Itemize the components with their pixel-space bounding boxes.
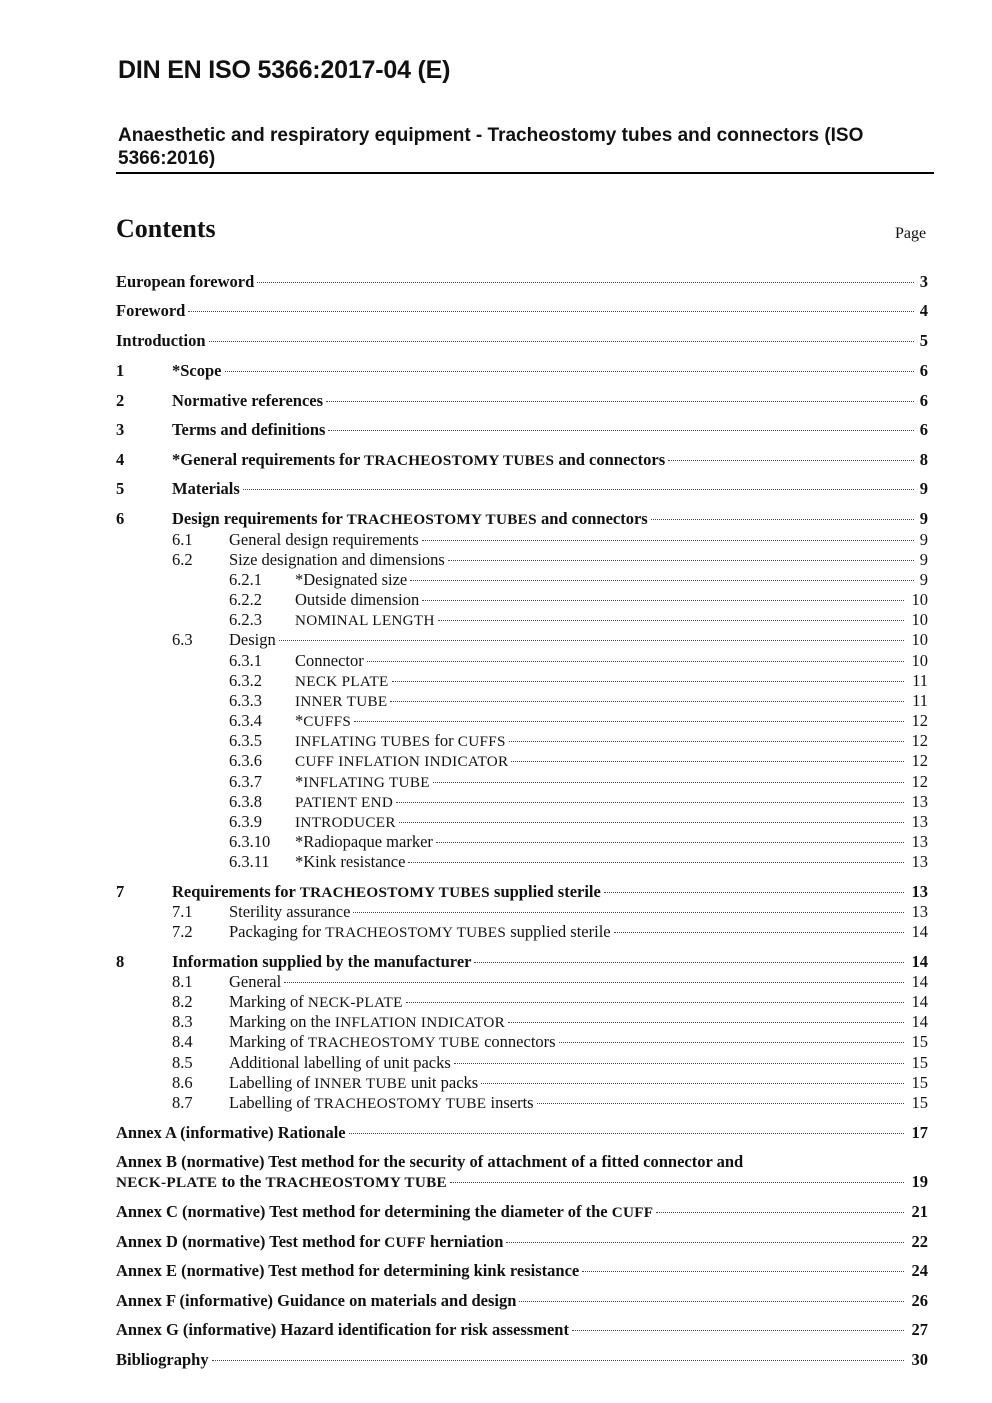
toc-entry-title bbox=[295, 751, 508, 772]
toc-entry-page: 24 bbox=[911, 1261, 928, 1280]
toc-entry-page: 9 bbox=[919, 479, 928, 498]
toc-entry-title: Annex E (normative) Test method for determining kink resistance bbox=[116, 1261, 580, 1280]
dot-leader bbox=[519, 1301, 904, 1302]
toc-entry-page: 15 bbox=[911, 1073, 928, 1092]
toc-entry-number: 8.5 bbox=[172, 1053, 193, 1072]
toc-entry[interactable] bbox=[0, 1032, 992, 1052]
toc-entry-number: 6.3.2 bbox=[229, 671, 262, 690]
toc-entry[interactable] bbox=[0, 922, 992, 942]
toc-entry-page: 15 bbox=[911, 1053, 928, 1072]
toc-entry[interactable] bbox=[0, 972, 992, 992]
toc-entry-number: 7.1 bbox=[172, 902, 193, 921]
defined-term: CUFF bbox=[611, 1204, 654, 1221]
toc-entry-page: 12 bbox=[911, 772, 928, 791]
dot-leader bbox=[450, 1182, 904, 1183]
defined-term: NOMINAL LENGTH bbox=[295, 612, 435, 629]
toc-entry[interactable] bbox=[0, 1232, 992, 1252]
defined-term: TRACHEOSTOMY TUBES bbox=[346, 511, 537, 528]
toc-entry-number: 7.2 bbox=[172, 922, 193, 941]
toc-entry-page: 10 bbox=[911, 590, 928, 609]
toc-entry-page: 13 bbox=[911, 812, 928, 831]
defined-term: CUFF INFLATION INDICATOR bbox=[295, 753, 509, 770]
dot-leader bbox=[328, 430, 914, 431]
toc-entry[interactable] bbox=[0, 952, 992, 972]
toc-entry[interactable] bbox=[0, 590, 992, 610]
toc-entry-page: 14 bbox=[911, 992, 928, 1011]
dot-leader bbox=[396, 802, 904, 803]
dot-leader bbox=[604, 892, 904, 893]
toc-entry-number: 8 bbox=[116, 952, 125, 971]
toc-entry[interactable] bbox=[0, 1093, 992, 1113]
defined-term: INNER TUBE bbox=[314, 1075, 407, 1092]
toc-entry-title: Annex F (informative) Guidance on materials and design bbox=[116, 1291, 517, 1310]
toc-entry-page: 14 bbox=[911, 1012, 928, 1031]
toc-entry-number: 2 bbox=[116, 391, 125, 410]
toc-entry-title: Terms and definitions bbox=[172, 420, 326, 439]
toc-annex-b-title-line1[interactable]: Annex B (normative) Test method for the security of attachment of a fitted connector and bbox=[116, 1152, 744, 1171]
dot-leader bbox=[257, 282, 914, 283]
toc-entry-title: Materials bbox=[172, 479, 240, 498]
toc-entry[interactable] bbox=[0, 1172, 992, 1192]
toc-entry-page: 12 bbox=[911, 731, 928, 750]
toc-entry-number: 6 bbox=[116, 509, 125, 528]
toc-entry[interactable] bbox=[0, 902, 992, 922]
dot-leader bbox=[353, 912, 904, 913]
dot-leader bbox=[225, 371, 915, 372]
dot-leader bbox=[537, 1103, 904, 1104]
dot-leader bbox=[326, 401, 914, 402]
toc-entry[interactable] bbox=[0, 391, 992, 411]
toc-entry-number: 6.3.9 bbox=[229, 812, 262, 831]
toc-entry-number: 6.3.3 bbox=[229, 691, 262, 710]
toc-entry-page: 13 bbox=[911, 792, 928, 811]
toc-entry-title: Size designation and dimensions bbox=[229, 550, 445, 569]
toc-entry-title bbox=[295, 671, 389, 692]
defined-term: CUFF bbox=[384, 1234, 426, 1251]
toc-entry-page: 14 bbox=[911, 972, 928, 991]
toc-entry-title bbox=[295, 610, 435, 631]
defined-term: TRACHEOSTOMY TUBE bbox=[314, 1095, 487, 1112]
toc-entry[interactable] bbox=[0, 479, 992, 499]
toc-entry-title: *CUFFS bbox=[295, 711, 352, 730]
toc-entry-number: 3 bbox=[116, 420, 125, 439]
toc-entry-title: Labelling of INNER TUBE unit packs bbox=[229, 1073, 479, 1092]
toc-entry[interactable] bbox=[0, 852, 992, 872]
toc-entry[interactable] bbox=[0, 812, 992, 832]
dot-leader bbox=[243, 489, 914, 490]
toc-entry-page: 21 bbox=[911, 1202, 928, 1221]
toc-entry-title: Annex D (normative) Test method for CUFF herniation bbox=[116, 1232, 504, 1251]
toc-entry[interactable] bbox=[0, 772, 992, 792]
toc-entry-title bbox=[295, 691, 387, 712]
toc-entry[interactable] bbox=[0, 1053, 992, 1073]
toc-entry-page: 13 bbox=[911, 882, 928, 901]
defined-term: INFLATING TUBES bbox=[295, 733, 431, 750]
toc-entry-page: 27 bbox=[911, 1320, 928, 1339]
toc-entry-page: 12 bbox=[911, 711, 928, 730]
toc-entry-page: 15 bbox=[911, 1093, 928, 1112]
toc-entry-title: *General requirements for TRACHEOSTOMY TUBES and connectors bbox=[172, 450, 666, 469]
defined-term: TRACHEOSTOMY TUBES bbox=[364, 452, 555, 469]
toc-entry[interactable] bbox=[0, 1073, 992, 1093]
toc-entry[interactable] bbox=[0, 1202, 992, 1222]
toc-entry[interactable] bbox=[0, 1350, 992, 1370]
defined-term: TRACHEOSTOMY TUBES bbox=[325, 924, 507, 941]
toc-entry-title: Introduction bbox=[116, 331, 206, 350]
toc-entry-title: *INFLATING TUBE bbox=[295, 772, 430, 791]
defined-term: INTRODUCER bbox=[295, 814, 396, 831]
dot-leader bbox=[209, 341, 914, 342]
toc-entry-title: General design requirements bbox=[229, 530, 419, 549]
document-subtitle: Anaesthetic and respiratory equipment - Tracheostomy tubes and connectors (ISO 5366:2016) bbox=[118, 125, 864, 169]
dot-leader bbox=[651, 519, 914, 520]
toc-entry-title: Marking of NECK-PLATE bbox=[229, 992, 403, 1011]
dot-leader bbox=[448, 560, 914, 561]
toc-entry-number: 6.3 bbox=[172, 630, 193, 649]
toc-entry-number: 6.2 bbox=[172, 550, 193, 569]
toc-entry-page: 14 bbox=[911, 952, 928, 971]
dot-leader bbox=[422, 540, 914, 541]
toc-entry-number: 6.3.10 bbox=[229, 832, 271, 851]
toc-entry-number: 6.2.1 bbox=[229, 570, 262, 589]
dot-leader bbox=[436, 842, 904, 843]
dot-leader bbox=[481, 1083, 904, 1084]
toc-entry-number: 8.6 bbox=[172, 1073, 193, 1092]
toc-entry[interactable] bbox=[0, 550, 992, 570]
toc-entry-number: 6.3.11 bbox=[229, 852, 270, 871]
header-rule bbox=[116, 172, 934, 174]
defined-term: TRACHEOSTOMY TUBES bbox=[299, 884, 490, 901]
toc-entry-number: 1 bbox=[116, 361, 125, 380]
toc-entry[interactable] bbox=[0, 731, 992, 751]
defined-term: NECK-PLATE bbox=[116, 1174, 218, 1191]
toc-entry-title: Normative references bbox=[172, 391, 324, 410]
dot-leader bbox=[511, 761, 904, 762]
defined-term: INNER TUBE bbox=[295, 693, 388, 710]
dot-leader bbox=[582, 1271, 904, 1272]
toc-entry-number: 8.2 bbox=[172, 992, 193, 1011]
toc-entry-title: Design requirements for TRACHEOSTOMY TUBES and connectors bbox=[172, 509, 648, 528]
dot-leader bbox=[454, 1063, 904, 1064]
toc-entry-number: 8.4 bbox=[172, 1032, 193, 1051]
dot-leader bbox=[559, 1042, 904, 1043]
dot-leader bbox=[438, 620, 904, 621]
toc-entry-page: 11 bbox=[912, 691, 928, 710]
toc-entry-number: 6.3.5 bbox=[229, 731, 262, 750]
toc-entry[interactable] bbox=[0, 651, 992, 671]
toc-entry-page: 17 bbox=[911, 1123, 928, 1142]
toc-entry-number: 6.2.3 bbox=[229, 610, 262, 629]
defined-term: INFLATING TUBE bbox=[303, 774, 430, 791]
dot-leader bbox=[410, 580, 914, 581]
dot-leader bbox=[572, 1330, 904, 1331]
toc-entry-title: Additional labelling of unit packs bbox=[229, 1053, 451, 1072]
toc-entry-page: 12 bbox=[911, 751, 928, 770]
dot-leader bbox=[354, 721, 904, 722]
toc-entry[interactable] bbox=[0, 361, 992, 381]
toc-entry-number: 4 bbox=[116, 450, 125, 469]
toc-entry-title: Packaging for TRACHEOSTOMY TUBES supplied sterile bbox=[229, 922, 611, 941]
defined-term: NECK PLATE bbox=[295, 673, 389, 690]
toc-entry-number: 6.3.4 bbox=[229, 711, 262, 730]
defined-term: TRACHEOSTOMY TUBE bbox=[265, 1174, 447, 1191]
toc-entry-page: 9 bbox=[919, 550, 928, 569]
dot-leader bbox=[422, 600, 904, 601]
toc-entry[interactable] bbox=[0, 832, 992, 852]
toc-entry[interactable] bbox=[0, 711, 992, 731]
toc-entry-page: 10 bbox=[911, 651, 928, 670]
dot-leader bbox=[367, 661, 904, 662]
toc-entry-title: Annex C (normative) Test method for determining the diameter of the CUFF bbox=[116, 1202, 654, 1221]
toc-entry[interactable] bbox=[0, 570, 992, 590]
toc-entry[interactable] bbox=[0, 1291, 992, 1311]
toc-entry-title: Marking on the INFLATION INDICATOR bbox=[229, 1012, 506, 1031]
toc-entry-title: Requirements for TRACHEOSTOMY TUBES supplied sterile bbox=[172, 882, 601, 901]
toc-entry-title: Labelling of TRACHEOSTOMY TUBE inserts bbox=[229, 1093, 534, 1112]
toc-entry-title: *Designated size bbox=[295, 570, 408, 589]
toc-entry-page: 10 bbox=[911, 630, 928, 649]
toc-entry-page: 6 bbox=[919, 391, 928, 410]
dot-leader bbox=[392, 681, 904, 682]
toc-entry[interactable] bbox=[0, 450, 992, 470]
toc-entry-number: 8.3 bbox=[172, 1012, 193, 1031]
toc-entry-page: 11 bbox=[912, 671, 928, 690]
dot-leader bbox=[509, 741, 904, 742]
toc-entry-page: 9 bbox=[919, 530, 928, 549]
toc-entry-page: 13 bbox=[911, 902, 928, 921]
toc-entry[interactable] bbox=[0, 671, 992, 691]
defined-term: NECK-PLATE bbox=[307, 994, 403, 1011]
toc-entry-number: 8.7 bbox=[172, 1093, 193, 1112]
toc-entry-title: Outside dimension bbox=[295, 590, 420, 609]
toc-entry-number: 7 bbox=[116, 882, 125, 901]
dot-leader bbox=[349, 1133, 904, 1134]
defined-term: INFLATION INDICATOR bbox=[334, 1014, 506, 1031]
dot-leader bbox=[474, 962, 904, 963]
toc-entry[interactable] bbox=[0, 610, 992, 630]
toc-entry-title: Bibliography bbox=[116, 1350, 209, 1369]
standard-title: DIN EN ISO 5366:2017-04 (E) bbox=[118, 56, 451, 84]
dot-leader bbox=[506, 1242, 904, 1243]
toc-entry[interactable] bbox=[0, 691, 992, 711]
toc-entry-number: 6.3.6 bbox=[229, 751, 262, 770]
toc-entry-number: 8.1 bbox=[172, 972, 193, 991]
toc-entry-number: 5 bbox=[116, 479, 125, 498]
toc-entry[interactable] bbox=[0, 630, 992, 650]
toc-entry-number: 6.2.2 bbox=[229, 590, 262, 609]
contents-heading: Contents bbox=[116, 214, 216, 243]
toc-entry-title bbox=[295, 792, 393, 813]
toc-entry-page: 4 bbox=[919, 301, 928, 320]
dot-leader bbox=[433, 782, 904, 783]
toc-entry-number: 6.3.8 bbox=[229, 792, 262, 811]
toc-entry-title: INFLATING TUBES for CUFFS bbox=[295, 731, 506, 750]
dot-leader bbox=[279, 640, 904, 641]
toc-entry-page: 26 bbox=[911, 1291, 928, 1310]
toc-entry-title: Foreword bbox=[116, 301, 186, 320]
toc-entry-page: 8 bbox=[919, 450, 928, 469]
defined-term: TRACHEOSTOMY TUBE bbox=[307, 1034, 480, 1051]
toc-entry-page: 30 bbox=[911, 1350, 928, 1369]
toc-entry-title: Annex A (informative) Rationale bbox=[116, 1123, 346, 1142]
defined-term: CUFFS bbox=[457, 733, 506, 750]
toc-entry[interactable] bbox=[0, 792, 992, 812]
toc-entry[interactable] bbox=[0, 420, 992, 440]
toc-entry[interactable] bbox=[0, 509, 992, 529]
toc-entry-page: 14 bbox=[911, 922, 928, 941]
dot-leader bbox=[406, 1002, 904, 1003]
toc-entry-page: 19 bbox=[911, 1172, 928, 1191]
dot-leader bbox=[390, 701, 904, 702]
dot-leader bbox=[656, 1212, 904, 1213]
toc-entry-title: Sterility assurance bbox=[229, 902, 351, 921]
toc-entry[interactable] bbox=[0, 1123, 992, 1143]
toc-entry[interactable] bbox=[0, 992, 992, 1012]
toc-entry-page: 6 bbox=[919, 361, 928, 380]
toc-entry-title: Annex G (informative) Hazard identification for risk assessment bbox=[116, 1320, 569, 1339]
dot-leader bbox=[668, 460, 914, 461]
toc-entry-page: 22 bbox=[911, 1232, 928, 1251]
toc-entry-title: Marking of TRACHEOSTOMY TUBE connectors bbox=[229, 1032, 556, 1051]
toc-entry[interactable] bbox=[0, 301, 992, 321]
dot-leader bbox=[188, 311, 914, 312]
dot-leader bbox=[284, 982, 904, 983]
toc-entry[interactable] bbox=[0, 882, 992, 902]
dot-leader bbox=[614, 932, 904, 933]
toc-entry-page: 9 bbox=[919, 509, 928, 528]
toc-entry-title: *Scope bbox=[172, 361, 222, 380]
toc-entry-number: 6.3.7 bbox=[229, 772, 262, 791]
toc-entry-number: 6.3.1 bbox=[229, 651, 262, 670]
toc-entry-page: 13 bbox=[911, 852, 928, 871]
toc-entry[interactable] bbox=[0, 530, 992, 550]
toc-entry-page: 6 bbox=[919, 420, 928, 439]
toc-entry[interactable] bbox=[0, 1012, 992, 1032]
dot-leader bbox=[408, 862, 904, 863]
toc-entry-title: Information supplied by the manufacturer bbox=[172, 952, 472, 971]
dot-leader bbox=[212, 1360, 904, 1361]
toc-entry-title: NECK-PLATE to the TRACHEOSTOMY TUBE bbox=[116, 1172, 447, 1191]
toc-entry-page: 9 bbox=[919, 570, 928, 589]
toc-entry-number: 6.1 bbox=[172, 530, 193, 549]
toc-entry-title: *Radiopaque marker bbox=[295, 832, 433, 851]
toc-entry-page: 5 bbox=[919, 331, 928, 350]
toc-entry-title: European foreword bbox=[116, 272, 255, 291]
page-column-label: Page bbox=[895, 225, 927, 242]
toc-entry-title: General bbox=[229, 972, 282, 991]
toc-entry[interactable] bbox=[0, 272, 992, 292]
toc-entry-page: 15 bbox=[911, 1032, 928, 1051]
toc-entry-title: Connector bbox=[295, 651, 364, 670]
toc-entry[interactable] bbox=[0, 1261, 992, 1281]
toc-entry-title: Design bbox=[229, 630, 276, 649]
toc-entry-page: 10 bbox=[911, 610, 928, 629]
toc-entry-title: *Kink resistance bbox=[295, 852, 406, 871]
toc-entry[interactable] bbox=[0, 331, 992, 351]
toc-entry[interactable] bbox=[0, 1320, 992, 1340]
toc-entry-title bbox=[295, 812, 396, 833]
defined-term: CUFFS bbox=[303, 713, 352, 730]
toc-entry-page: 13 bbox=[911, 832, 928, 851]
dot-leader bbox=[508, 1022, 904, 1023]
toc-entry-page: 3 bbox=[919, 272, 928, 291]
dot-leader bbox=[399, 822, 904, 823]
defined-term: PATIENT END bbox=[295, 794, 394, 811]
toc-entry[interactable] bbox=[0, 751, 992, 771]
